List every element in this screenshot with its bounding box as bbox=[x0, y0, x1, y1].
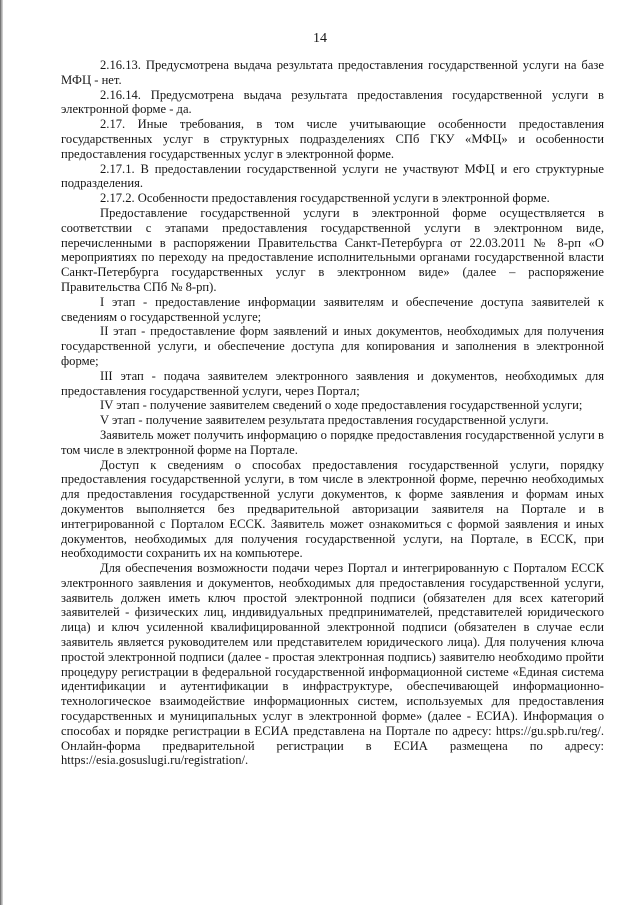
paragraph-stage-3: III этап - подача заявителем электронного заявления и документов, необходимых для предоставления государственной услуги, через Портал; bbox=[61, 368, 604, 398]
page-number: 14 bbox=[313, 31, 327, 46]
paragraph-stage-1: I этап - предоставление информации заявителям и обеспечение доступа заявителей к сведениям о государственной услуге; bbox=[61, 294, 604, 324]
paragraph-esia-registration: Для обеспечения возможности подачи через Портал и интегрированную с Порталом ЕССК электронного заявления и документов, необходимых для предоставления государственной услуги, заявитель должен иметь ключ простой электронной подписи (обязателен для всех категорий заявителей - физических лиц, индивидуальных предпринимателей, представителей юридического лица) и ключ усиленной квалифицированной электронной подписи (обязателен в случае если заявитель является руководителем или представителем юридического лица). Для получения ключа простой электронной подписи (далее - простая электронная подпись) заявителю необходимо пройти процедуру регистрации в федеральной государственной информационной системе «Единая система идентификации и аутентификации в инфраструктуре, обеспечивающей информационно-технологическое взаимодействие информационных систем, используемых для предоставления государственных и муниципальных услуг в электронной форме» (далее - ЕСИА). Информация о способах и порядке регистрации в ЕСИА представлена на Портале по адресу: https://gu.spb.ru/reg/. Онлайн-форма предварительной регистрации в ЕСИА размещена по адресу: https://esia.gosuslugi.ru/registration/. bbox=[61, 561, 604, 768]
paragraph-2-17-2: 2.17.2. Особенности предоставления государственной услуги в электронной форме. bbox=[100, 191, 550, 206]
document-body bbox=[61, 58, 604, 768]
paragraph-2-17-1: 2.17.1. В предоставлении государственной услуги не участвуют МФЦ и его структурные подразделения. bbox=[61, 161, 604, 191]
paragraph-electronic-form-intro: Предоставление государственной услуги в электронной форме осуществляется в соответствии с этапами предоставления государственной услуги в электронном виде, перечисленными в распоряжении Правительства Санкт-Петербурга от 22.03.2011 № 8-рп «О мероприятиях по переходу на предоставление исполнительными органами государственной власти Санкт-Петербурга государственных услуг в электронном виде» (далее – распоряжение Правительства СПб № 8-рп). bbox=[61, 205, 604, 294]
paragraph-2-16-13: 2.16.13. Предусмотрена выдача результата предоставления государственной услуги на базе МФЦ - нет. bbox=[61, 58, 604, 87]
paragraph-2-16-14: 2.16.14. Предусмотрена выдача результата предоставления государственной услуги в электронной форме - да. bbox=[61, 87, 604, 117]
paragraph-stage-5: V этап - получение заявителем результата предоставления государственной услуги. bbox=[100, 413, 549, 428]
paragraph-stage-4: IV этап - получение заявителем сведений о ходе предоставления государственной услуги; bbox=[100, 398, 583, 413]
paragraph-portal-info: Заявитель может получить информацию о порядке предоставления государственной услуги в том числе в электронной форме на Портале. bbox=[61, 427, 604, 457]
paragraph-2-17: 2.17. Иные требования, в том числе учитывающие особенности предоставления государственных услуг в структурных подразделениях СПб ГКУ «МФЦ» и особенности предоставления государственных услуг в электронной форме. bbox=[61, 117, 604, 161]
scan-binding-edge bbox=[0, 0, 3, 905]
paragraph-stage-2: II этап - предоставление форм заявлений и иных документов, необходимых для получения государственной услуги, и обеспечение доступа для копирования и заполнения в электронной форме; bbox=[61, 324, 604, 368]
paragraph-access-info: Доступ к сведениям о способах предоставления государственной услуги, порядку предоставления государственной услуги, в том числе в электронной форме, перечню необходимых для предоставления государственной услуги документов, к форме заявления и формам иных документов выполняется без предварительной авторизации заявителя на Портале и в интегрированной с Порталом ЕССК. Заявитель может ознакомиться с формой заявления и иных документов, необходимых для получения государственной услуги, на Портале, в ЕССК, при необходимости сохранить их на компьютере. bbox=[61, 457, 604, 561]
